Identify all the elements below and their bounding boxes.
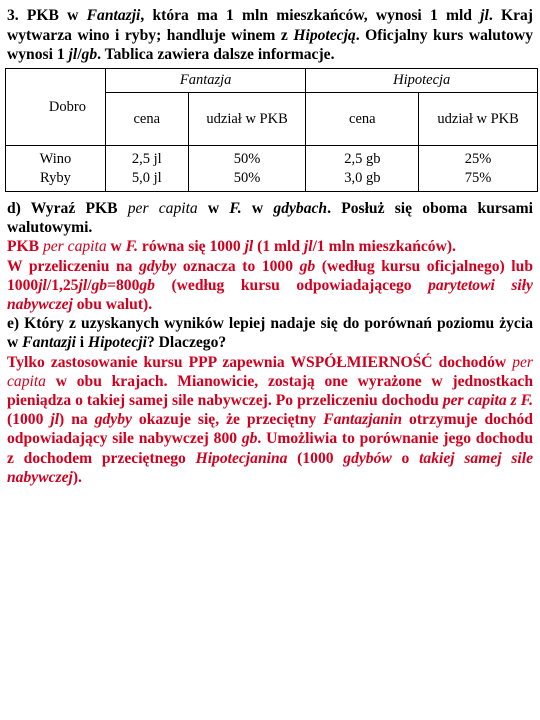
header-good: Dobro [6,69,106,146]
data-table [5,68,538,192]
header-h-price: cena [306,93,419,146]
problem-number: 3. [7,7,19,24]
fantazja-prices-cell: 2,5 jl 5,0 jl [105,146,188,192]
questions-and-answers [7,199,533,487]
question-e: e) Który z uzyskanych wyników lepiej nadaje się do porównań poziomu życia w Fantazji i Hipotecji? Dlaczego? [7,315,533,352]
intro-text: PKB w Fantazji, która ma 1 mln mieszkańców, wynosi 1 mld jl. Kraj wytwarza wino i ryby; handluje winem z Hipotecją. Oficjalny kurs walutowy wynosi 1 jl/gb. Tablica zawiera dalsze informacje. [7,7,533,63]
goods-cell: Wino Ryby [6,146,106,192]
header-f-share: udział w PKB [188,93,306,146]
hipotecja-shares-cell: 25% 75% [419,146,538,192]
answer-d-line2: W przeliczeniu na gdyby oznacza to 1000 gb (według kursu oficjalnego) lub 1000jl/1,25jl/gb=800gb (według kursu odpowiadającego parytetowi siły nabywczej obu walut). [7,257,533,314]
answer-e: Tylko zastosowanie kursu PPP zapewnia WSPÓŁMIERNOŚĆ dochodów per capita w obu krajach. Mianowicie, zostają one wyrażone w jednostkach pieniądza o takiej samej sile nabywczej. Po przeliczeniu dochodu per capita z F. (1000 jl) na gdyby okazuje się, że przeciętny Fantazjanin otrzymuje dochód odpowiadający sile nabywczej 800 gb. Umożliwia to porównanie jego dochodu z dochodem przeciętnego Hipotecjanina (1000 gdybów o takiej samej sile nabywczej). [7,353,533,486]
question-d: d) Wyraź PKB per capita w F. w gdybach. Posłuż się oboma kursami walutowymi. [7,200,533,237]
header-f-price: cena [105,93,188,146]
header-h-share: udział w PKB [419,93,538,146]
header-hipotecja: Hipotecja [306,69,538,93]
problem-statement [7,6,533,65]
fantazja-shares-cell: 50% 50% [188,146,306,192]
hipotecja-prices-cell: 2,5 gb 3,0 gb [306,146,419,192]
header-fantazja: Fantazja [105,69,306,93]
answer-d-line1: PKB per capita w F. równa się 1000 jl (1 mld jl/1 mln mieszkańców). [7,238,456,256]
